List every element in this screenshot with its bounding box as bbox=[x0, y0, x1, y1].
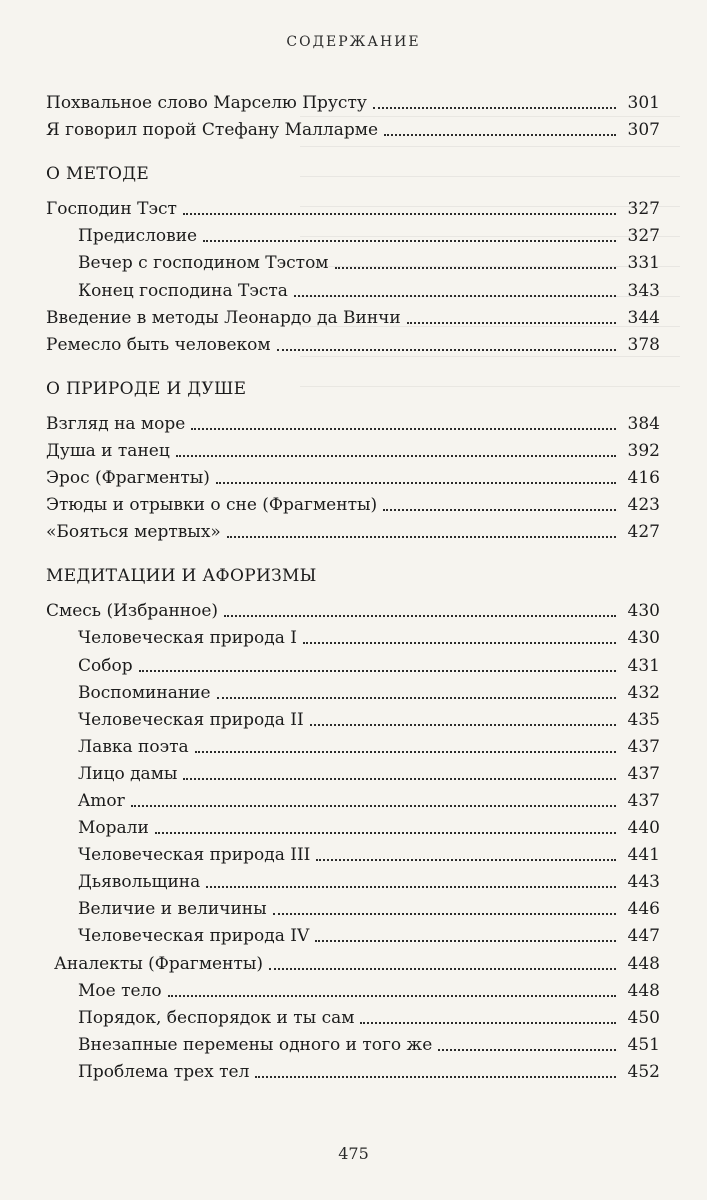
toc-entry bbox=[46, 515, 660, 542]
toc-entry-page: 430 bbox=[627, 601, 660, 622]
dot-leader bbox=[131, 805, 616, 807]
toc-entry-title: Проблема трех тел bbox=[78, 1061, 250, 1082]
dot-leader bbox=[216, 482, 616, 484]
toc-entry-page: 427 bbox=[627, 522, 660, 543]
toc-entry-title: Внезапные перемены одного и того же bbox=[78, 1034, 433, 1055]
dot-leader bbox=[315, 940, 616, 942]
toc-entry bbox=[46, 192, 660, 219]
toc-entry-page: 301 bbox=[627, 93, 660, 114]
toc-entry-title: Amor bbox=[78, 790, 125, 811]
toc-entry-title: Предисловие bbox=[78, 226, 198, 247]
toc-entry bbox=[46, 757, 660, 784]
toc-entry-title: Конец господина Тэста bbox=[78, 280, 288, 301]
dot-leader bbox=[227, 536, 616, 538]
toc-entry bbox=[46, 730, 660, 757]
table-of-contents bbox=[46, 86, 660, 1082]
dot-leader bbox=[277, 349, 616, 351]
toc-entry-page: 343 bbox=[627, 280, 660, 301]
toc-entry-page: 384 bbox=[627, 413, 660, 434]
toc-entry bbox=[46, 594, 660, 621]
dot-leader bbox=[384, 134, 616, 136]
dot-leader bbox=[195, 751, 616, 753]
toc-entry-title: «Бояться мертвых» bbox=[46, 522, 221, 543]
dot-leader bbox=[335, 267, 616, 269]
toc-entry bbox=[46, 434, 660, 461]
toc-entry-page: 432 bbox=[627, 682, 660, 703]
toc-entry-title: Лицо дамы bbox=[78, 763, 178, 784]
dot-leader bbox=[224, 615, 616, 617]
toc-entry bbox=[46, 86, 660, 113]
dot-leader bbox=[294, 295, 616, 297]
toc-entry bbox=[46, 1055, 660, 1082]
toc-entry-title: Я говорил порой Стефану Малларме bbox=[46, 120, 379, 141]
toc-entry-title: Аналекты (Фрагменты) bbox=[54, 953, 264, 974]
toc-entry-title: Лавка поэта bbox=[78, 736, 189, 757]
toc-entry bbox=[46, 811, 660, 838]
dot-leader bbox=[217, 697, 616, 699]
section-heading-method: О МЕТОДЕ bbox=[46, 164, 150, 185]
toc-entry-page: 331 bbox=[627, 253, 660, 274]
toc-entry-title: Человеческая природа II bbox=[78, 709, 304, 730]
toc-entry bbox=[46, 946, 660, 973]
toc-entry-title: Величие и величины bbox=[78, 899, 267, 920]
dot-leader bbox=[316, 859, 616, 861]
toc-entry-page: 451 bbox=[627, 1034, 660, 1055]
toc-entry bbox=[46, 919, 660, 946]
dot-leader bbox=[438, 1049, 616, 1051]
toc-entry bbox=[46, 1001, 660, 1028]
dot-leader bbox=[176, 455, 616, 457]
toc-entry-title: Морали bbox=[78, 818, 149, 839]
toc-entry-title: Воспоминание bbox=[78, 682, 211, 703]
toc-entry-page: 441 bbox=[627, 845, 660, 866]
toc-entry bbox=[46, 784, 660, 811]
toc-entry-page: 430 bbox=[627, 628, 660, 649]
dot-leader bbox=[139, 670, 616, 672]
toc-entry bbox=[46, 328, 660, 355]
dot-leader bbox=[269, 968, 616, 970]
toc-entry-title: Собор bbox=[78, 655, 133, 676]
toc-entry-page: 307 bbox=[627, 120, 660, 141]
toc-entry bbox=[46, 461, 660, 488]
toc-entry bbox=[46, 865, 660, 892]
toc-entry bbox=[46, 676, 660, 703]
running-header: СОДЕРЖАНИЕ bbox=[286, 34, 421, 50]
toc-entry-page: 423 bbox=[627, 495, 660, 516]
dot-leader bbox=[373, 107, 616, 109]
toc-entry bbox=[46, 113, 660, 140]
dot-leader bbox=[407, 322, 616, 324]
dot-leader bbox=[183, 213, 616, 215]
toc-entry-page: 437 bbox=[627, 763, 660, 784]
meditations-entries bbox=[46, 594, 660, 1082]
toc-entry-title: Мое тело bbox=[78, 980, 162, 1001]
section-heading-nature: О ПРИРОДЕ И ДУШЕ bbox=[46, 378, 247, 399]
toc-entry bbox=[46, 648, 660, 675]
top-entries bbox=[46, 86, 660, 140]
toc-entry bbox=[46, 273, 660, 300]
toc-entry-page: 435 bbox=[627, 709, 660, 730]
toc-entry-page: 327 bbox=[627, 226, 660, 247]
nature-entries bbox=[46, 407, 660, 542]
toc-entry-page: 447 bbox=[627, 926, 660, 947]
dot-leader bbox=[303, 642, 616, 644]
toc-entry-title: Человеческая природа III bbox=[78, 845, 311, 866]
toc-entry-page: 392 bbox=[627, 440, 660, 461]
dot-leader bbox=[206, 886, 616, 888]
page-number: 475 bbox=[338, 1144, 369, 1163]
toc-entry bbox=[46, 301, 660, 328]
toc-entry-title: Дьявольщина bbox=[78, 872, 201, 893]
toc-entry-page: 327 bbox=[627, 199, 660, 220]
dot-leader bbox=[155, 832, 616, 834]
toc-entry bbox=[46, 974, 660, 1001]
toc-entry-page: 437 bbox=[627, 790, 660, 811]
toc-entry-title: Ремесло быть человеком bbox=[46, 334, 271, 355]
toc-entry-page: 446 bbox=[627, 899, 660, 920]
toc-entry bbox=[46, 892, 660, 919]
toc-entry-page: 452 bbox=[627, 1061, 660, 1082]
section-heading-meditations: МЕДИТАЦИИ И АФОРИЗМЫ bbox=[46, 566, 317, 587]
toc-entry-page: 431 bbox=[627, 655, 660, 676]
toc-entry-title: Взгляд на море bbox=[46, 413, 186, 434]
dot-leader bbox=[203, 240, 616, 242]
toc-entry-title: Вечер с господином Тэстом bbox=[78, 253, 329, 274]
toc-entry bbox=[46, 1028, 660, 1055]
toc-entry-page: 450 bbox=[627, 1007, 660, 1028]
toc-entry-page: 448 bbox=[627, 953, 660, 974]
dot-leader bbox=[310, 724, 616, 726]
dot-leader bbox=[383, 509, 616, 511]
toc-entry-title: Эрос (Фрагменты) bbox=[46, 468, 210, 489]
toc-entry-title: Введение в методы Леонардо да Винчи bbox=[46, 307, 401, 328]
toc-entry bbox=[46, 246, 660, 273]
toc-entry-page: 416 bbox=[627, 468, 660, 489]
toc-entry-title: Смесь (Избранное) bbox=[46, 601, 219, 622]
dot-leader bbox=[183, 778, 616, 780]
toc-entry-page: 378 bbox=[627, 334, 660, 355]
toc-entry-page: 437 bbox=[627, 736, 660, 757]
toc-entry-page: 448 bbox=[627, 980, 660, 1001]
toc-entry bbox=[46, 407, 660, 434]
dot-leader bbox=[360, 1022, 616, 1024]
toc-entry bbox=[46, 838, 660, 865]
dot-leader bbox=[191, 428, 616, 430]
toc-entry bbox=[46, 621, 660, 648]
toc-entry bbox=[46, 219, 660, 246]
toc-entry bbox=[46, 703, 660, 730]
toc-entry-title: Этюды и отрывки о сне (Фрагменты) bbox=[46, 495, 378, 516]
dot-leader bbox=[168, 995, 616, 997]
toc-entry bbox=[46, 488, 660, 515]
toc-entry-title: Порядок, беспорядок и ты сам bbox=[78, 1007, 355, 1028]
toc-entry-page: 440 bbox=[627, 818, 660, 839]
toc-entry-page: 344 bbox=[627, 307, 660, 328]
dot-leader bbox=[255, 1076, 616, 1078]
toc-entry-title: Душа и танец bbox=[46, 440, 170, 461]
toc-entry-title: Похвальное слово Марселю Прусту bbox=[46, 93, 367, 114]
toc-entry-title: Человеческая природа IV bbox=[78, 926, 310, 947]
toc-entry-page: 443 bbox=[627, 872, 660, 893]
dot-leader bbox=[273, 913, 616, 915]
method-entries bbox=[46, 192, 660, 355]
toc-entry-title: Господин Тэст bbox=[46, 199, 177, 220]
toc-entry-title: Человеческая природа I bbox=[78, 628, 297, 649]
